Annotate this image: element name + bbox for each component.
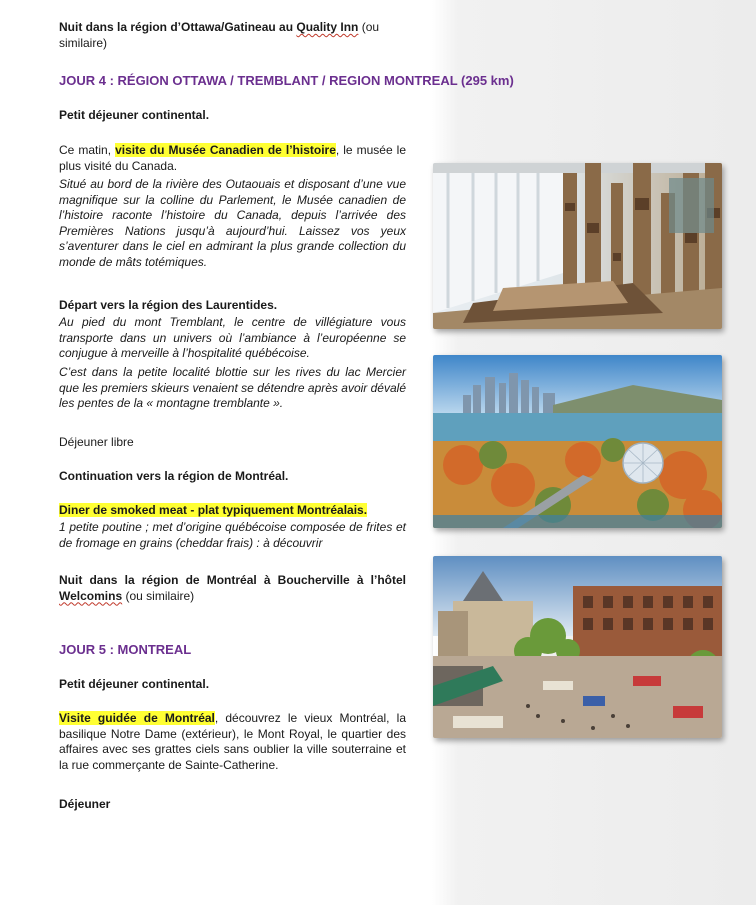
museum-description: Situé au bord de la rivière des Outaouais et disposant d’une vue magnifique sur la colline du Parlement, le Musée canadien de l’histoire raconte l’histoire du Canada, depuis l’arrivée des Premières Nations jusqu’à aujourd’hui. Laissez vos yeux s’aventurer dans le ciel en admirant la plus grande collection du monde de mâts totémiques. [59, 177, 406, 269]
tour-paragraph: Visite guidée de Montréal, découvrez le vieux Montréal, la basilique Notre Dame (extérieur), le Mont Royal, le quartier des affaires avec ses grattes ciels sans oublier la ville souterraine et la rue commerçante de Sainte-Catherine. [59, 711, 406, 772]
montreal-skyline-photo [433, 355, 722, 528]
museum-paragraph: Ce matin, visite du Musée Canadien de l’histoire, le musée le plus visité du Canada. [59, 143, 406, 173]
dinner-description: 1 petite poutine ; met d’origine québécoise composée de frites et de fromage en grains (cheddar frais) : à découvrir [59, 520, 406, 550]
night-montreal-line: Nuit dans la région de Montréal à Boucherville à l’hôtel Welcomins (ou similaire) [59, 573, 406, 603]
day5-title: JOUR 5 : MONTREAL [59, 642, 192, 657]
old-montreal-illustration [433, 556, 722, 738]
dinner-highlight: Diner de smoked meat - plat typiquement Montréalais. [59, 503, 368, 517]
museum-photo-illustration [433, 163, 722, 329]
museum-photo [433, 163, 722, 329]
continuation-heading: Continuation vers la région de Montréal. [59, 469, 289, 483]
day4-title: JOUR 4 : RÉGION OTTAWA / TREMBLANT / REGION MONTREAL (295 km) [59, 73, 514, 88]
day4-lunch: Déjeuner libre [59, 435, 134, 449]
dinner-line [59, 503, 406, 519]
night-ottawa-line: Nuit dans la région d’Ottawa/Gatineau au Quality Inn (ou similaire) [59, 20, 380, 50]
day4-breakfast: Petit déjeuner continental. [59, 108, 210, 122]
hotel-quality-inn: Quality Inn [296, 20, 359, 34]
day5-breakfast: Petit déjeuner continental. [59, 677, 210, 691]
old-montreal-photo [433, 556, 722, 738]
museum-highlight: visite du Musée Canadien de l’histoire [115, 143, 336, 157]
day5-lunch: Déjeuner [59, 797, 111, 811]
tour-highlight: Visite guidée de Montréal [59, 711, 215, 725]
tremblant-description-2: C’est dans la petite localité blottie sur les rives du lac Mercier que les premiers skieurs venaient se détendre après avoir dévalé les pentes de la « montagne tremblante ». [59, 365, 406, 411]
tremblant-description-1: Au pied du mont Tremblant, le centre de villégiature vous transporte dans un univers où l’ambiance à l’européenne se conjugue à merveille à l’hospitalité québécoise. [59, 315, 406, 361]
laurentides-heading: Départ vers la région des Laurentides. [59, 298, 278, 312]
montreal-skyline-illustration [433, 355, 722, 528]
hotel-welcomins: Welcomins [59, 588, 123, 603]
